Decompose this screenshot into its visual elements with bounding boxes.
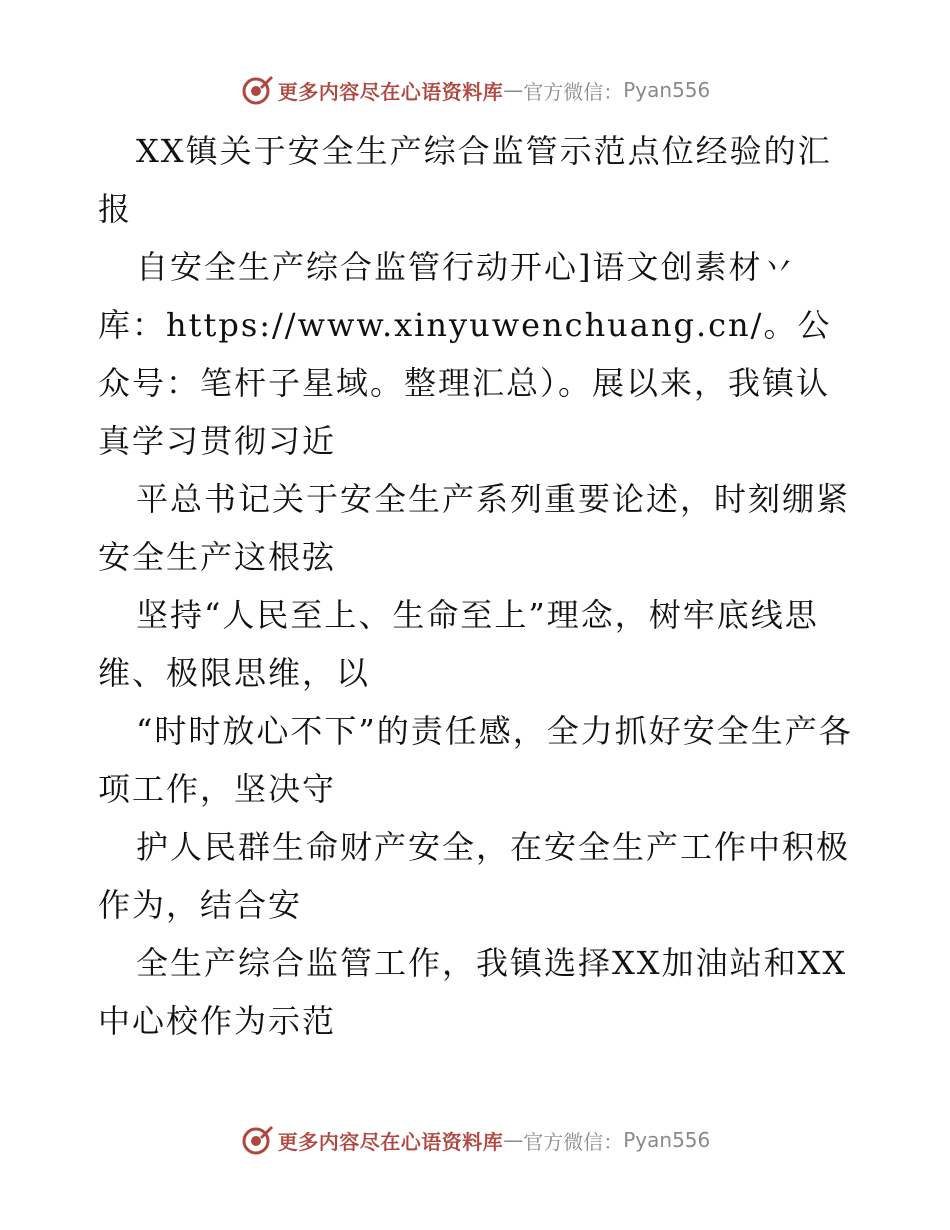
pen-logo-icon xyxy=(240,1123,274,1157)
paragraph-1: 自安全生产综合监管行动开心]语文创素材丷库：https://www.xinyuwenchuang.cn/。公众号：笔杆子星域。整理汇总）。展以来，我镇认真学习贯彻习近 xyxy=(98,248,832,460)
document-title: XX镇关于安全生产综合监管示范点位经验的汇报 xyxy=(98,132,832,228)
paragraph-4: “时时放心不下”的责任感，全力抓好安全生产各项工作，坚决守 xyxy=(98,712,853,808)
banner-wechat-id: Pyan556 xyxy=(623,1128,711,1152)
paragraph-6: 全生产综合监管工作，我镇选择XX加油站和XX中心校作为示范 xyxy=(98,944,848,1040)
document-body xyxy=(98,122,858,1050)
paragraph-5: 护人民群生命财产安全，在安全生产工作中积极作为，结合安 xyxy=(98,828,851,924)
banner-sub-text: 官方微信： xyxy=(523,79,624,104)
banner-sub-text: 官方微信： xyxy=(523,1129,624,1154)
pen-logo-icon xyxy=(240,73,274,107)
paragraph-2: 平总书记关于安全生产系列重要论述，时刻绷紧安全生产这根弦 xyxy=(98,480,851,576)
banner-main-text: 更多内容尽在心语资料库 xyxy=(277,79,504,104)
banner-dash: — xyxy=(503,1128,524,1152)
footer-watermark-banner xyxy=(0,1120,950,1160)
banner-wechat-id: Pyan556 xyxy=(623,78,711,102)
banner-dash: — xyxy=(503,78,524,102)
header-watermark-banner xyxy=(0,70,950,110)
banner-main-text: 更多内容尽在心语资料库 xyxy=(277,1129,504,1154)
paragraph-3: 坚持“人民至上、生命至上”理念，树牢底线思维、极限思维，以 xyxy=(98,596,819,692)
